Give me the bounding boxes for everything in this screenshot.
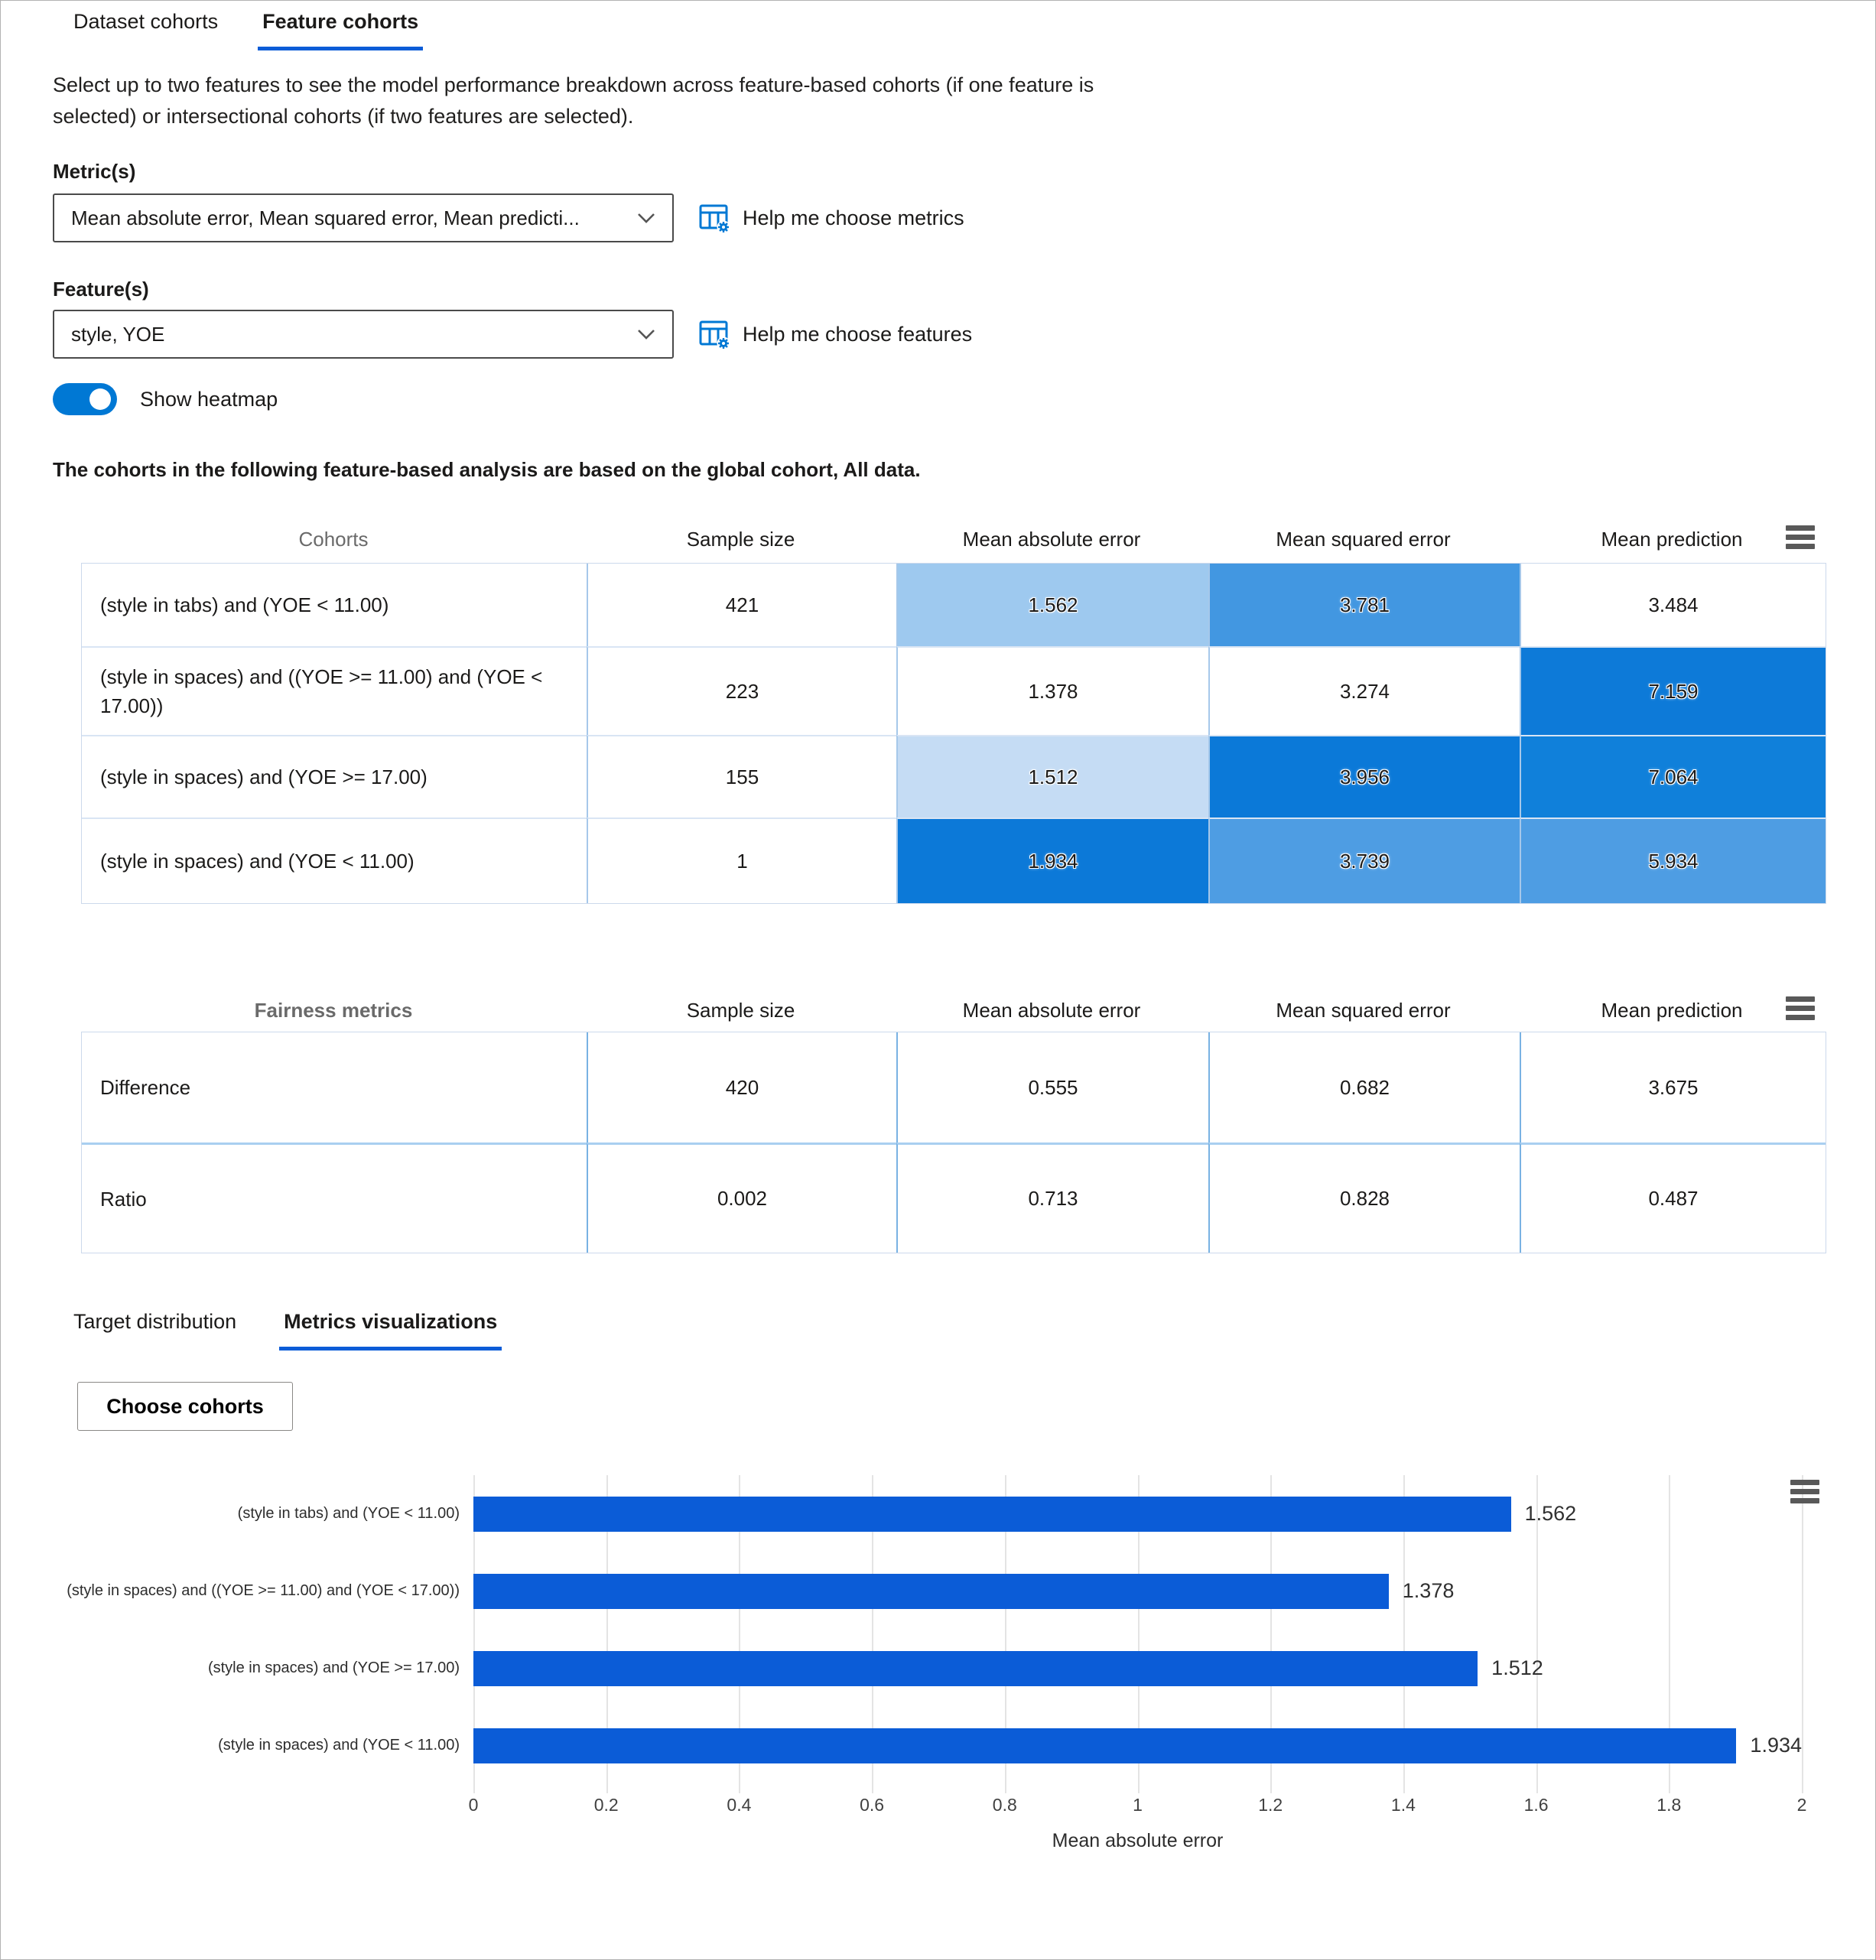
intro-text: Select up to two features to see the model performance breakdown across feature-based cohorts (if one feature is selected) or intersectional cohorts (if two features are selected). [53,73,1094,128]
sample-size-cell: 421 [587,564,896,646]
col-header-sample-size: Sample size [686,527,795,551]
x-tick-label: 1 [1133,1795,1143,1815]
col-header-mean-prediction: Mean prediction [1601,527,1743,551]
fairness-row-name: Difference [100,1076,191,1099]
bar-slot [473,1630,1802,1707]
heatmap-cell: 3.484 [1520,564,1826,646]
x-tick-label: 0.2 [593,1795,619,1815]
cohort-table-menu-icon[interactable] [1786,525,1815,549]
cohort-name: (style in spaces) and (YOE >= 17.00) [82,735,587,817]
col-header-mae: Mean absolute error [962,527,1141,551]
heatmap-cell: 3.956 [1208,735,1520,817]
bar-slot [473,1552,1802,1630]
tab-metrics-visualizations[interactable] [284,1310,497,1351]
features-dropdown[interactable] [53,310,674,359]
bar [473,1497,1511,1532]
tab-feature-cohorts-label: Feature cohorts [262,10,419,33]
toggle-knob [89,388,111,410]
x-tick-label: 1.6 [1523,1795,1549,1815]
sample-size-cell: 223 [587,646,896,735]
x-tick-label: 2 [1796,1795,1807,1815]
fairness-cell: 0.002 [587,1143,896,1253]
fairness-table-corner-header: Fairness metrics [254,998,413,1022]
bar-value-label: 1.934 [1750,1734,1802,1757]
show-heatmap-toggle[interactable] [53,383,117,415]
bar [473,1728,1736,1763]
col-header-mse: Mean squared error [1276,527,1451,551]
chart-category-label: (style in spaces) and (YOE < 11.00) [218,1737,460,1754]
features-field-label: Feature(s) [53,278,149,301]
heatmap-cell: 3.274 [1208,646,1520,735]
cohort-table-header-row [81,522,1825,556]
fairness-metrics-table [81,1032,1826,1253]
cohort-name: (style in tabs) and (YOE < 11.00) [100,593,389,616]
active-tab-underline [279,1347,502,1351]
global-cohort-note: The cohorts in the following feature-based analysis are based on the global cohort, All data. [53,458,921,481]
chart-category-labels [16,1475,460,1784]
cohort-heatmap-table [81,563,1826,904]
bar [473,1651,1478,1686]
cohort-name: (style in spaces) and (YOE < 11.00) [82,817,587,903]
fairness-cell: 0.682 [1208,1032,1520,1143]
heatmap-cell: 3.781 [1208,564,1520,646]
fairness-cell: 3.675 [1520,1032,1826,1143]
x-tick-label: 0.8 [992,1795,1017,1815]
metrics-dropdown[interactable] [53,193,674,242]
col-header-mse: Mean squared error [1276,998,1451,1022]
x-tick-label: 1.8 [1657,1795,1682,1815]
chart-category-label: (style in spaces) and ((YOE >= 11.00) and (YOE < 17.00)) [67,1582,460,1599]
fairness-cell: 0.828 [1208,1143,1520,1253]
top-tab-bar [73,10,418,50]
x-axis-title: Mean absolute error [1052,1830,1224,1851]
fairness-cell: 0.487 [1520,1143,1826,1253]
gridline [1802,1475,1803,1793]
choose-cohorts-button[interactable]: Choose cohorts [77,1382,293,1431]
cohort-name: (style in spaces) and ((YOE >= 11.00) and (YOE < 17.00)) [82,646,587,735]
col-header-sample-size: Sample size [686,998,795,1022]
active-tab-underline [258,47,423,50]
features-dropdown-value: style, YOE [71,322,165,346]
help-choose-features-link[interactable] [698,317,972,351]
bar-value-label: 1.562 [1524,1502,1577,1525]
x-tick-label: 0 [468,1795,479,1815]
x-tick-label: 0.6 [860,1795,885,1815]
help-choose-metrics-label: Help me choose metrics [743,206,964,229]
heatmap-cell: 1.562 [896,564,1208,646]
show-heatmap-label: Show heatmap [140,387,278,411]
bar-slot [473,1707,1802,1784]
show-heatmap-row [53,383,278,415]
chevron-down-icon [637,329,655,340]
fairness-row-name: Ratio [82,1143,587,1253]
chevron-down-icon [637,213,655,224]
x-axis-tick-labels [468,1795,1807,1819]
metrics-dropdown-value: Mean absolute error, Mean squared error, Mean predicti... [71,206,580,229]
help-choose-features-label: Help me choose features [743,322,973,346]
chart-category-label: (style in spaces) and (YOE >= 17.00) [207,1659,460,1676]
x-tick-label: 0.4 [727,1795,752,1815]
tab-target-distribution[interactable]: Target distribution [73,1310,237,1333]
fairness-cell: 420 [587,1032,896,1143]
sample-size-cell: 1 [587,817,896,903]
table-settings-icon [698,318,730,350]
fairness-table-header-row [81,993,1825,1027]
bar-value-label: 1.512 [1491,1656,1543,1679]
tab-feature-cohorts[interactable] [262,10,418,50]
tab-metrics-visualizations-label: Metrics visualizations [284,1310,498,1333]
bar-value-label: 1.378 [1402,1579,1455,1602]
heatmap-cell: 1.378 [896,646,1208,735]
sample-size-cell: 155 [587,735,896,817]
col-header-mae: Mean absolute error [962,998,1141,1022]
bar-chart-plot-area [473,1475,1802,1784]
col-header-mean-prediction: Mean prediction [1601,998,1743,1022]
heatmap-cell: 1.934 [896,817,1208,903]
table-settings-icon [698,202,730,234]
heatmap-cell: 5.934 [1520,817,1826,903]
tab-dataset-cohorts[interactable]: Dataset cohorts [73,10,219,33]
heatmap-cell: 7.064 [1520,735,1826,817]
help-choose-metrics-link[interactable] [698,201,964,235]
cohort-table-corner-header: Cohorts [298,527,369,551]
heatmap-cell: 1.512 [896,735,1208,817]
x-tick-label: 1.4 [1390,1795,1416,1815]
bar-slot [473,1475,1802,1552]
fairness-cell: 0.555 [896,1032,1208,1143]
fairness-cell: 0.713 [896,1143,1208,1253]
heatmap-cell: 7.159 [1520,646,1826,735]
fairness-table-menu-icon[interactable] [1786,996,1815,1020]
heatmap-cell: 3.739 [1208,817,1520,903]
bar [473,1574,1389,1609]
chart-category-label: (style in tabs) and (YOE < 11.00) [237,1505,460,1522]
chart-menu-icon[interactable] [1790,1480,1819,1503]
metrics-field-label: Metric(s) [53,160,136,183]
bottom-tab-bar [73,1310,497,1351]
x-tick-label: 1.2 [1258,1795,1283,1815]
